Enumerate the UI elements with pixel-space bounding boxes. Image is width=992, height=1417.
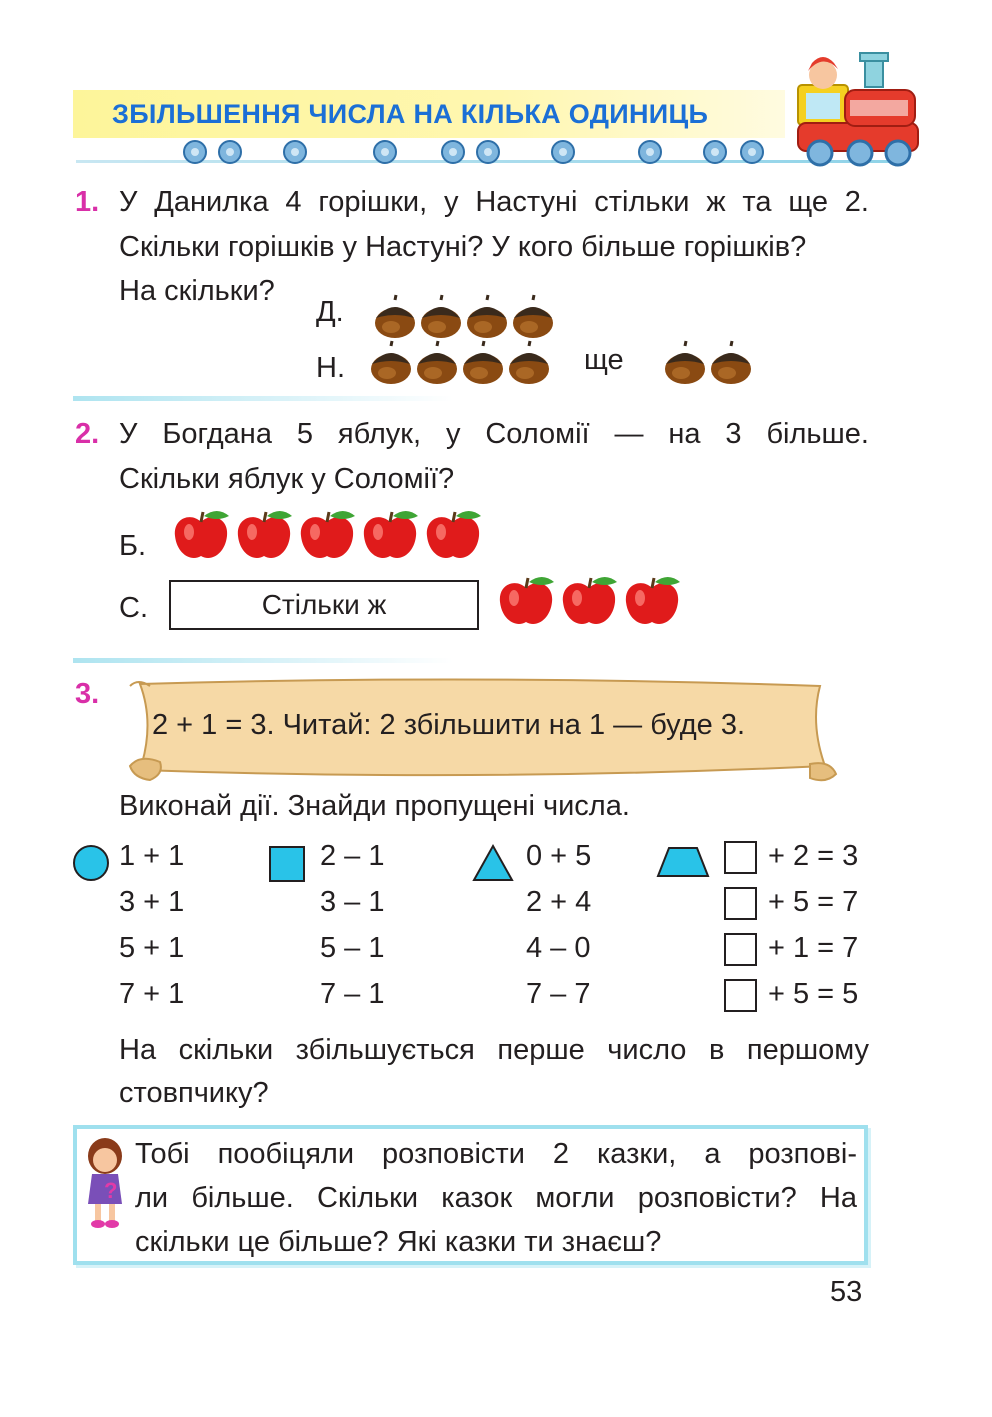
expr-square-4: 7 – 1 [320,978,385,1010]
label-bohdan: Б. [119,530,147,562]
nuts-extra [662,340,758,388]
nut-icon [509,341,549,384]
apples-bohdan [170,508,495,566]
extra-word: ще [584,344,624,376]
expr-circle-1: 1 + 1 [119,840,185,872]
expr-triangle-2: 2 + 4 [526,886,592,918]
triangle-icon [471,843,515,883]
task-2-line-2: Скільки яблук у Соломії? [119,463,455,495]
blank-box[interactable] [724,933,757,966]
nuts-nastunya [368,340,558,388]
question-line-3: скільки це більше? Які казки ти знаєш? [135,1226,662,1258]
expr-circle-4: 7 + 1 [119,978,185,1010]
nut-icon [371,341,411,384]
question-text [135,1132,857,1264]
expr-triangle-1: 0 + 5 [526,840,592,872]
question-line-2: ли більше. Скільки казок могли розповісти? На [135,1182,857,1214]
nut-icon [711,341,751,384]
page-number: 53 [830,1276,863,1308]
expr-trapezoid-1: + 2 = 3 [768,840,859,872]
expr-trapezoid-3: + 1 = 7 [768,932,859,964]
nut-icon [513,295,553,338]
nut-icon [665,341,705,384]
label-solomiya: С. [119,592,148,624]
scroll-text: 2 + 1 = 3. Читай: 2 збільшити на 1 — буде 3. [152,709,746,741]
nut-icon [421,295,461,338]
separator-2 [73,658,453,663]
expr-square-1: 2 – 1 [320,840,385,872]
expr-trapezoid-2: + 5 = 7 [768,886,859,918]
apple-icon [500,577,554,624]
task-1-number: 1. [75,186,100,218]
girl-icon [80,1134,130,1230]
page-title: ЗБІЛЬШЕННЯ ЧИСЛА НА КІЛЬКА ОДИНИЦЬ [112,99,709,129]
same-amount-box: Стільки ж [169,580,479,630]
nut-icon [467,295,507,338]
expr-circle-2: 3 + 1 [119,886,185,918]
task-1-line-2: Скільки горішків у Настуні? У кого більше горішків? [119,231,807,263]
expr-trapezoid-4: + 5 = 5 [768,978,859,1010]
question-line-1: Тобі пообіцяли розповісти 2 казки, а розпові- [135,1138,857,1170]
blank-box[interactable] [724,887,757,920]
task-3-question-line-1: На скільки збільшується перше число в першому [119,1034,869,1066]
apple-icon [301,511,355,558]
expr-triangle-4: 7 – 7 [526,978,591,1010]
train-icon [790,45,930,170]
task-2-number: 2. [75,418,100,450]
svg-text:?: ? [104,1178,118,1203]
apple-icon [175,511,229,558]
expr-square-2: 3 – 1 [320,886,385,918]
task-3-instruction: Виконай дії. Знайди пропущені числа. [119,790,630,822]
label-nastunya: Н. [316,352,345,384]
rail-wheels [170,138,790,178]
expr-triangle-3: 4 – 0 [526,932,591,964]
nut-icon [463,341,503,384]
expr-circle-3: 5 + 1 [119,932,185,964]
nut-icon [375,295,415,338]
task-3-number: 3. [75,678,100,710]
apple-icon [563,577,617,624]
expr-square-3: 5 – 1 [320,932,385,964]
task-2-line-1: У Богдана 5 яблук, у Соломії — на 3 більше. [119,418,869,450]
trapezoid-icon [655,844,711,880]
apples-extra [495,574,695,632]
apple-icon [427,511,481,558]
task-1-line-1: У Данилка 4 горішки, у Настуні стільки ж та ще 2. [119,186,869,218]
circle-icon [72,844,110,882]
nuts-danylko [372,294,562,342]
apple-icon [238,511,292,558]
separator-1 [73,396,453,401]
task-1-line-3: На скільки? [119,275,275,307]
apple-icon [364,511,418,558]
label-danylko: Д. [316,296,344,328]
blank-box[interactable] [724,979,757,1012]
square-icon [268,845,306,883]
nut-icon [417,341,457,384]
task-3-question-line-2: стовпчику? [119,1077,269,1109]
apple-icon [626,577,680,624]
blank-box[interactable] [724,841,757,874]
